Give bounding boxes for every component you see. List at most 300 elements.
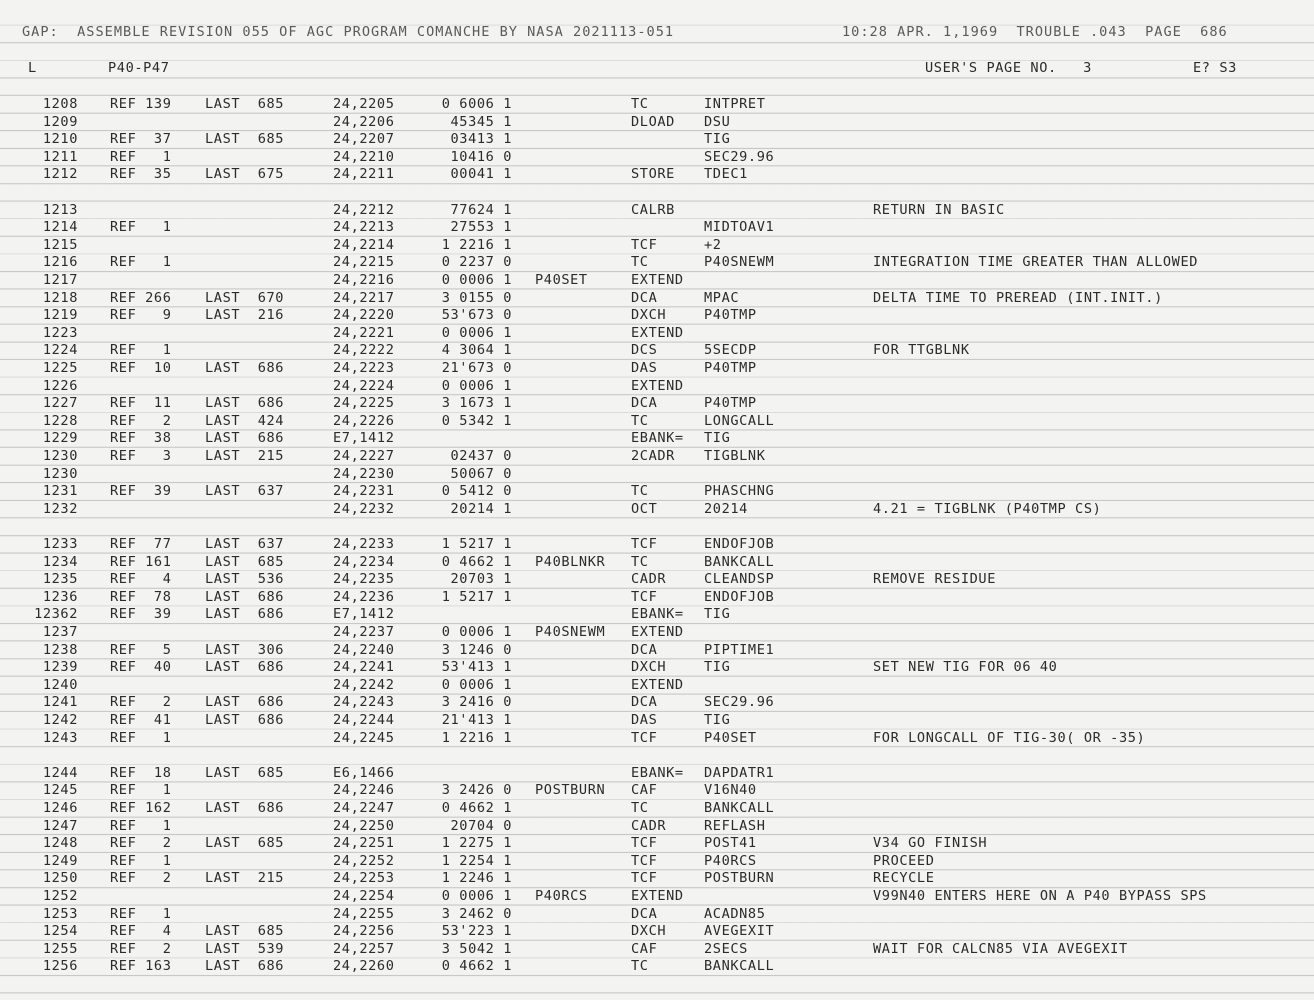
log-letter: L	[28, 60, 37, 76]
operand: V16N40	[704, 782, 757, 799]
listing-row	[0, 325, 1314, 343]
address: E7,1412	[333, 606, 395, 623]
address: 24,2215	[333, 254, 395, 271]
address: 24,2227	[333, 448, 395, 464]
page-subheader	[0, 60, 1314, 78]
line-number: 1218	[42, 289, 78, 306]
listing-row	[0, 413, 1314, 431]
line-number: 1242	[42, 712, 78, 728]
ref-count: REF 1	[110, 817, 172, 834]
line-number: 1225	[42, 360, 78, 376]
label: P40BLNKR	[535, 553, 606, 570]
operand: CLEANDSP	[704, 571, 775, 588]
page-code: E? S3	[1193, 60, 1237, 76]
operand: 2SECS	[704, 940, 748, 957]
octal-word: 0 4662 1	[441, 553, 512, 570]
comment: FOR LONGCALL OF TIG-30( OR -35)	[873, 729, 1146, 746]
ref-count: REF 5	[110, 641, 172, 658]
line-number: 1216	[42, 254, 78, 271]
comment: RETURN IN BASIC	[873, 201, 1005, 218]
octal-word: 0 0006 1	[441, 624, 512, 640]
operand: 5SECDP	[704, 342, 757, 359]
ref-count: REF 1	[110, 729, 172, 746]
listing-row	[0, 254, 1314, 272]
opcode: DCA	[631, 289, 658, 306]
operand: MPAC	[704, 289, 740, 306]
octal-word: 0 0006 1	[441, 377, 512, 394]
last-page: LAST 685	[205, 764, 285, 781]
last-page: LAST 685	[205, 835, 285, 852]
ref-count: REF 266	[110, 289, 172, 306]
octal-word: 0 0006 1	[441, 272, 512, 288]
line-number: 1237	[42, 624, 78, 640]
listing-row	[0, 765, 1314, 783]
label: POSTBURN	[535, 782, 606, 799]
opcode: DCA	[631, 905, 658, 922]
ref-count: REF 37	[110, 131, 172, 148]
ref-count: REF 1	[110, 254, 172, 271]
address: 24,2222	[333, 342, 395, 359]
operand: SEC29.96	[704, 694, 775, 711]
listing-row	[0, 360, 1314, 378]
address: 24,2242	[333, 676, 395, 693]
listing-row	[0, 642, 1314, 660]
listing-row	[0, 378, 1314, 396]
address: 24,2217	[333, 289, 395, 306]
listing-row	[0, 606, 1314, 624]
operand: +2	[704, 236, 722, 253]
ref-count: REF 9	[110, 307, 172, 324]
operand: P40SET	[704, 729, 757, 746]
octal-word: 0 0006 1	[441, 676, 512, 693]
comment: SET NEW TIG FOR 06 40	[873, 659, 1058, 676]
operand: REFLASH	[704, 817, 766, 834]
listing-row	[0, 554, 1314, 572]
opcode: TCF	[631, 852, 658, 869]
listing-row	[0, 870, 1314, 888]
last-page: LAST 685	[205, 923, 285, 940]
line-number: 1232	[42, 500, 78, 517]
listing-row	[0, 290, 1314, 308]
octal-word: 10416 0	[450, 148, 512, 165]
operand: POSTBURN	[704, 870, 775, 887]
line-number: 12362	[34, 606, 78, 623]
opcode: EXTEND	[631, 888, 684, 904]
opcode: EXTEND	[631, 324, 684, 341]
listing-row	[0, 219, 1314, 237]
operand: SEC29.96	[704, 148, 775, 165]
opcode: DCS	[631, 342, 658, 359]
line-number: 1245	[42, 782, 78, 799]
octal-word: 1 5217 1	[441, 536, 512, 552]
address: 24,2235	[333, 571, 395, 588]
opcode: DAS	[631, 712, 658, 728]
listing-row	[0, 818, 1314, 836]
opcode: DXCH	[631, 923, 667, 940]
operand: TIG	[704, 606, 731, 623]
address: 24,2225	[333, 395, 395, 412]
octal-word: 3 0155 0	[441, 289, 512, 306]
listing-row	[0, 800, 1314, 818]
label: P40SNEWM	[535, 624, 606, 640]
listing-row	[0, 466, 1314, 484]
address: 24,2240	[333, 641, 395, 658]
line-number: 1238	[42, 641, 78, 658]
ref-count: REF 2	[110, 940, 172, 957]
line-number: 1215	[42, 236, 78, 253]
operand: POST41	[704, 835, 757, 852]
line-number: 1248	[42, 835, 78, 852]
operand: TIG	[704, 712, 731, 728]
last-page: LAST 670	[205, 289, 285, 306]
opcode: TC	[631, 96, 649, 112]
comment: WAIT FOR CALCN85 VIA AVEGEXIT	[873, 940, 1128, 957]
octal-word: 0 5412 0	[441, 483, 512, 500]
line-number: 1229	[42, 430, 78, 447]
line-number: 1217	[42, 272, 78, 288]
ref-count: REF 3	[110, 448, 172, 464]
address: 24,2223	[333, 360, 395, 376]
listing-row	[0, 677, 1314, 695]
line-number: 1210	[42, 131, 78, 148]
address: 24,2244	[333, 712, 395, 728]
address: 24,2207	[333, 131, 395, 148]
ref-count: REF 10	[110, 360, 172, 376]
octal-word: 1 5217 1	[441, 588, 512, 605]
operand: TIGBLNK	[704, 448, 766, 464]
listing-row	[0, 342, 1314, 360]
listing-row	[0, 272, 1314, 290]
address: 24,2250	[333, 817, 395, 834]
address: E7,1412	[333, 430, 395, 447]
listing-row	[0, 536, 1314, 554]
octal-word: 1 2216 1	[441, 236, 512, 253]
listing-row	[0, 694, 1314, 712]
ref-count: REF 41	[110, 712, 172, 728]
listing-row	[0, 202, 1314, 220]
listing-row	[0, 835, 1314, 853]
ref-count: REF 161	[110, 553, 172, 570]
opcode: TC	[631, 412, 649, 429]
operand: TIG	[704, 430, 731, 447]
opcode: CAF	[631, 940, 658, 957]
opcode: EXTEND	[631, 676, 684, 693]
octal-word: 0 0006 1	[441, 888, 512, 904]
last-page: LAST 637	[205, 483, 285, 500]
octal-word: 00041 1	[450, 166, 512, 183]
operand: P40RCS	[704, 852, 757, 869]
listing-row	[0, 923, 1314, 941]
ref-count: REF 1	[110, 219, 172, 236]
octal-word: 1 2254 1	[441, 852, 512, 869]
last-page: LAST 686	[205, 395, 285, 412]
address: 24,2226	[333, 412, 395, 429]
address: 24,2256	[333, 923, 395, 940]
octal-word: 0 6006 1	[441, 96, 512, 112]
operand: AVEGEXIT	[704, 923, 775, 940]
last-page: LAST 686	[205, 588, 285, 605]
opcode: DXCH	[631, 659, 667, 676]
opcode: TC	[631, 553, 649, 570]
comment: PROCEED	[873, 852, 935, 869]
line-number: 1253	[42, 905, 78, 922]
line-number: 1244	[42, 764, 78, 781]
opcode: TC	[631, 958, 649, 975]
line-number: 1230	[42, 465, 78, 482]
opcode: CADR	[631, 817, 667, 834]
ref-count: REF 2	[110, 835, 172, 852]
listing-row	[0, 712, 1314, 730]
comment: INTEGRATION TIME GREATER THAN ALLOWED	[873, 254, 1199, 271]
ref-count: REF 1	[110, 148, 172, 165]
octal-word: 3 1246 0	[441, 641, 512, 658]
octal-word: 45345 1	[450, 113, 512, 130]
address: 24,2231	[333, 483, 395, 500]
listing-row	[0, 782, 1314, 800]
octal-word: 20214 1	[450, 500, 512, 517]
line-number: 1231	[42, 483, 78, 500]
opcode: TCF	[631, 536, 658, 552]
opcode: TC	[631, 800, 649, 816]
address: 24,2206	[333, 113, 395, 130]
opcode: EXTEND	[631, 377, 684, 394]
line-number: 1214	[42, 219, 78, 236]
operand: BANKCALL	[704, 958, 775, 975]
line-number: 1212	[42, 166, 78, 183]
listing-row	[0, 888, 1314, 906]
listing-row	[0, 96, 1314, 114]
octal-word: 53'673 0	[441, 307, 512, 324]
octal-word: 0 4662 1	[441, 958, 512, 975]
operand: P40TMP	[704, 307, 757, 324]
ref-count: REF 38	[110, 430, 172, 447]
opcode: CADR	[631, 571, 667, 588]
line-number: 1228	[42, 412, 78, 429]
last-page: LAST 685	[205, 96, 285, 112]
address: 24,2234	[333, 553, 395, 570]
opcode: DCA	[631, 395, 658, 412]
operand: 20214	[704, 500, 748, 517]
last-page: LAST 686	[205, 800, 285, 816]
opcode: TCF	[631, 236, 658, 253]
last-page: LAST 675	[205, 166, 285, 183]
last-page: LAST 686	[205, 360, 285, 376]
operand: PHASCHNG	[704, 483, 775, 500]
ref-count: REF 1	[110, 905, 172, 922]
operand: P40TMP	[704, 395, 757, 412]
address: 24,2246	[333, 782, 395, 799]
opcode: DAS	[631, 360, 658, 376]
ref-count: REF 35	[110, 166, 172, 183]
opcode: EBANK=	[631, 606, 684, 623]
address: 24,2212	[333, 201, 395, 218]
opcode: EBANK=	[631, 764, 684, 781]
octal-word: 02437 0	[450, 448, 512, 464]
line-number: 1227	[42, 395, 78, 412]
line-number: 1254	[42, 923, 78, 940]
operand: BANKCALL	[704, 553, 775, 570]
opcode: 2CADR	[631, 448, 675, 464]
line-number: 1249	[42, 852, 78, 869]
operand: DSU	[704, 113, 731, 130]
listing-row	[0, 958, 1314, 976]
opcode: TCF	[631, 870, 658, 887]
ref-count: REF 11	[110, 395, 172, 412]
octal-word: 0 0006 1	[441, 324, 512, 341]
line-number: 1255	[42, 940, 78, 957]
octal-word: 0 4662 1	[441, 800, 512, 816]
octal-word: 4 3064 1	[441, 342, 512, 359]
address: 24,2241	[333, 659, 395, 676]
last-page: LAST 637	[205, 536, 285, 552]
last-page: LAST 306	[205, 641, 285, 658]
listing-row	[0, 448, 1314, 466]
octal-word: 27553 1	[450, 219, 512, 236]
operand: PIPTIME1	[704, 641, 775, 658]
comment: DELTA TIME TO PREREAD (INT.INIT.)	[873, 289, 1163, 306]
listing-row	[0, 237, 1314, 255]
octal-word: 3 2416 0	[441, 694, 512, 711]
address: 24,2247	[333, 800, 395, 816]
opcode: DCA	[631, 694, 658, 711]
ref-count: REF 77	[110, 536, 172, 552]
listing-row	[0, 166, 1314, 184]
last-page: LAST 686	[205, 606, 285, 623]
opcode: EXTEND	[631, 272, 684, 288]
ref-count: REF 1	[110, 782, 172, 799]
operand: P40SNEWM	[704, 254, 775, 271]
ref-count: REF 1	[110, 852, 172, 869]
listing-row	[0, 659, 1314, 677]
opcode: EXTEND	[631, 624, 684, 640]
line-number: 1230	[42, 448, 78, 464]
operand: DAPDATR1	[704, 764, 775, 781]
listing-row	[0, 501, 1314, 519]
line-number: 1240	[42, 676, 78, 693]
ref-count: REF 18	[110, 764, 172, 781]
address: E6,1466	[333, 764, 395, 781]
listing-row	[0, 149, 1314, 167]
last-page: LAST 686	[205, 694, 285, 711]
listing-row	[0, 853, 1314, 871]
line-number: 1234	[42, 553, 78, 570]
address: 24,2210	[333, 148, 395, 165]
address: 24,2233	[333, 536, 395, 552]
octal-word: 1 2275 1	[441, 835, 512, 852]
address: 24,2254	[333, 888, 395, 904]
listing-row	[0, 395, 1314, 413]
line-number: 1243	[42, 729, 78, 746]
last-page: LAST 686	[205, 712, 285, 728]
listing-row	[0, 114, 1314, 132]
line-number: 1233	[42, 536, 78, 552]
operand: INTPRET	[704, 96, 766, 112]
listing-row	[0, 131, 1314, 149]
operand: P40TMP	[704, 360, 757, 376]
octal-word: 77624 1	[450, 201, 512, 218]
operand: ACADN85	[704, 905, 766, 922]
header-title: GAP: ASSEMBLE REVISION 055 OF AGC PROGRAM COMANCHE BY NASA 2021113-051	[22, 24, 675, 40]
line-number: 1256	[42, 958, 78, 975]
operand: ENDOFJOB	[704, 588, 775, 605]
octal-word: 3 1673 1	[441, 395, 512, 412]
address: 24,2224	[333, 377, 395, 394]
octal-word: 20704 0	[450, 817, 512, 834]
comment: V99N40 ENTERS HERE ON A P40 BYPASS SPS	[873, 888, 1207, 904]
header-date-page: 10:28 APR. 1,1969 TROUBLE .043 PAGE 686	[842, 24, 1228, 40]
ref-count: REF 40	[110, 659, 172, 676]
last-page: LAST 686	[205, 958, 285, 975]
last-page: LAST 686	[205, 430, 285, 447]
octal-word: 1 2216 1	[441, 729, 512, 746]
listing-row	[0, 430, 1314, 448]
line-number: 1208	[42, 96, 78, 112]
operand: ENDOFJOB	[704, 536, 775, 552]
line-number: 1223	[42, 324, 78, 341]
label: P40SET	[535, 272, 588, 288]
octal-word: 53'413 1	[441, 659, 512, 676]
ref-count: REF 4	[110, 571, 172, 588]
line-number: 1209	[42, 113, 78, 130]
address: 24,2232	[333, 500, 395, 517]
octal-word: 1 2246 1	[441, 870, 512, 887]
last-page: LAST 685	[205, 553, 285, 570]
octal-word: 0 2237 0	[441, 254, 512, 271]
line-number: 1236	[42, 588, 78, 605]
octal-word: 0 5342 1	[441, 412, 512, 429]
opcode: TCF	[631, 588, 658, 605]
comment: FOR TTGBLNK	[873, 342, 970, 359]
operand: BANKCALL	[704, 800, 775, 816]
address: 24,2237	[333, 624, 395, 640]
program-range: P40-P47	[108, 60, 170, 76]
last-page: LAST 215	[205, 448, 285, 464]
label: P40RCS	[535, 888, 588, 904]
last-page: LAST 536	[205, 571, 285, 588]
octal-word: 21'673 0	[441, 360, 512, 376]
opcode: CAF	[631, 782, 658, 799]
address: 24,2257	[333, 940, 395, 957]
octal-word: 50067 0	[450, 465, 512, 482]
operand: MIDTOAV1	[704, 219, 775, 236]
octal-word: 3 5042 1	[441, 940, 512, 957]
address: 24,2255	[333, 905, 395, 922]
listing-row	[0, 624, 1314, 642]
octal-word: 03413 1	[450, 131, 512, 148]
ref-count: REF 163	[110, 958, 172, 975]
ref-count: REF 2	[110, 870, 172, 887]
address: 24,2214	[333, 236, 395, 253]
ref-count: REF 162	[110, 800, 172, 816]
opcode: CALRB	[631, 201, 675, 218]
address: 24,2220	[333, 307, 395, 324]
address: 24,2252	[333, 852, 395, 869]
line-number: 1241	[42, 694, 78, 711]
octal-word: 21'413 1	[441, 712, 512, 728]
address: 24,2221	[333, 324, 395, 341]
line-number: 1219	[42, 307, 78, 324]
page-header	[0, 24, 1314, 42]
line-number: 1239	[42, 659, 78, 676]
octal-word: 53'223 1	[441, 923, 512, 940]
users-page-number: USER'S PAGE NO. 3	[925, 60, 1092, 76]
opcode: TCF	[631, 729, 658, 746]
address: 24,2230	[333, 465, 395, 482]
octal-word: 3 2426 0	[441, 782, 512, 799]
address: 24,2251	[333, 835, 395, 852]
last-page: LAST 424	[205, 412, 285, 429]
last-page: LAST 215	[205, 870, 285, 887]
